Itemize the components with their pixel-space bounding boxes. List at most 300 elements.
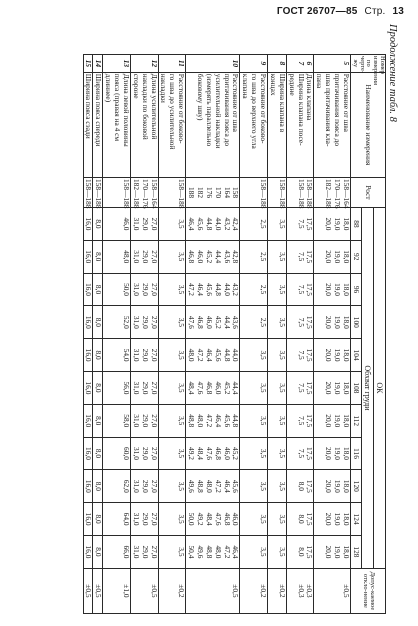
measurement-value-line: 29,0 [140, 348, 150, 362]
measurement-value-line: 27,0 [149, 348, 159, 362]
measurement-value [240, 404, 268, 437]
girth-size-header: 116 [350, 437, 361, 470]
measurement-value-line: 48,0 [121, 250, 131, 264]
measurement-value-line: 29,0 [140, 250, 150, 264]
tolerance-value-line: ±0,5 [231, 584, 241, 598]
measurement-value [240, 273, 268, 306]
measurement-value [186, 536, 240, 569]
measurement-value-line: 46,4 [195, 283, 205, 296]
measurement-name-line: Ширина пояса сзади [84, 73, 94, 139]
measurement-value-line: 50,0 [187, 512, 197, 526]
measurement-value-line: 18,0 [341, 217, 351, 231]
measurement-value-line: 27,0 [149, 545, 159, 559]
tolerance-value [103, 568, 131, 613]
measurements-table [83, 54, 386, 614]
measurement-value [314, 372, 351, 405]
measurement-name [268, 72, 287, 177]
measurement-value-line: 46,0 [204, 315, 214, 329]
measurement-name-line: притачивания пояса до [333, 73, 343, 147]
measurement-value [186, 437, 240, 470]
measurement-value-line: 29,0 [140, 447, 150, 460]
measurement-value [83, 273, 93, 306]
measurement-value-line: 29,0 [140, 545, 150, 559]
growth-range-line: 182—188 [324, 178, 334, 209]
measurement-value [93, 404, 103, 437]
measurement-value-line: 20,0 [324, 447, 334, 460]
measurement-value-line: 49,2 [195, 512, 205, 526]
growth-range-line: 170 [213, 186, 223, 199]
measurement-value-line: 19,0 [333, 217, 343, 231]
page-number: 13 [392, 6, 404, 17]
measurement-value-line: 20,0 [324, 545, 334, 559]
measurement-name-line: Расстояние от шва [231, 73, 241, 132]
measurement-value [83, 536, 93, 569]
measurement-value-line: 48,8 [195, 479, 205, 493]
measurement-value [83, 437, 93, 470]
measurement-value-line: 20,0 [324, 512, 334, 526]
measurement-number: 11 [158, 55, 186, 73]
measurement-value-line: 44,8 [213, 283, 223, 296]
measurement-value-line: 16,0 [84, 283, 94, 296]
measurement-value [286, 273, 314, 306]
measurement-value-line: 17,5 [305, 479, 315, 493]
measurement-value [240, 208, 268, 241]
measurement-value-line: 3,5 [277, 416, 287, 426]
measurement-value-line: 18,0 [341, 512, 351, 526]
measurement-value-line: 47,2 [204, 414, 214, 428]
measurement-value-line: 3,5 [277, 547, 287, 557]
measurement-value-line: 42,4 [231, 217, 241, 231]
measurement-value-line: 44,8 [222, 348, 232, 362]
measurement-value-line: 48,0 [204, 479, 214, 493]
measurement-value [286, 470, 314, 503]
measurement-value-line: 29,0 [140, 217, 150, 231]
header-tolerance: Допус-каемое откло-нение [350, 568, 385, 613]
measurement-value-line: 46,4 [187, 217, 197, 231]
measurement-value-line: 16,0 [84, 447, 94, 460]
measurement-value-line: 47,2 [195, 348, 205, 362]
measurement-value [103, 240, 131, 273]
measurement-value-line: 44,8 [231, 414, 241, 428]
page-label: Стр. [364, 6, 386, 17]
measurement-value [286, 536, 314, 569]
measurement-value [240, 437, 268, 470]
measurement-number: 12 [130, 55, 158, 73]
measurement-value [130, 273, 158, 306]
measurement-value [83, 306, 93, 339]
measurement-value-line: 49,6 [187, 479, 197, 493]
measurement-value [186, 273, 240, 306]
measurement-value [314, 470, 351, 503]
measurement-value [186, 404, 240, 437]
measurement-value-line: 46,0 [222, 447, 232, 460]
measurement-name-line: редине [287, 73, 297, 96]
measurement-value-line: 48,4 [187, 381, 197, 395]
table-header [350, 55, 385, 614]
measurement-value-line: 20,0 [324, 348, 334, 362]
measurement-name [158, 72, 186, 177]
measurement-value-line: 29,0 [140, 381, 150, 395]
measurement-value-line: 20,0 [324, 250, 334, 264]
measurement-value-line: 3,5 [177, 448, 187, 459]
measurement-value-line: 46,4 [213, 414, 223, 428]
growth-range [286, 177, 314, 207]
table-row [268, 55, 287, 614]
tolerance-value [130, 568, 158, 613]
growth-range [83, 177, 93, 207]
measurement-value-line: 3,5 [277, 284, 287, 295]
measurement-value [186, 470, 240, 503]
girth-size-header: 104 [350, 339, 361, 372]
measurement-value-line: 31,0 [131, 414, 141, 428]
measurement-value-line: 8,0 [94, 448, 104, 459]
measurement-value-line: 18,0 [341, 250, 351, 264]
tolerance-value-line: ±0,5 [149, 584, 159, 598]
growth-range-line: 176 [204, 186, 214, 199]
measurement-value [130, 372, 158, 405]
measurement-value-line: 45,6 [213, 348, 223, 362]
measurement-value-line: 8,0 [94, 350, 104, 360]
measurement-value-line: 18,0 [341, 348, 351, 362]
measurement-value-line: 3,5 [259, 547, 269, 557]
table-continuation-title: Продолжение табл. 8 [387, 24, 398, 122]
measurement-value-line: 45,6 [222, 414, 232, 428]
measurement-value-line: 20,0 [324, 381, 334, 395]
header-girth: Обхват груди [362, 208, 374, 569]
girth-size-header: 124 [350, 503, 361, 536]
measurement-value-line: 47,6 [213, 512, 223, 526]
measurement-value [268, 306, 287, 339]
measurement-value-line: 48,4 [195, 447, 205, 460]
measurement-value [93, 503, 103, 536]
measurement-value [83, 470, 93, 503]
measurement-value-line: 46,0 [121, 217, 131, 231]
measurement-value-line: 7,5 [296, 284, 306, 295]
measurement-value-line: 20,0 [324, 283, 334, 296]
measurement-value-line: 31,0 [131, 479, 141, 493]
growth-range-line: 158—164 [149, 178, 159, 209]
measurement-value-line: 3,5 [259, 514, 269, 524]
measurement-value-line: 46,0 [231, 512, 241, 526]
measurement-name-line: длиннее) [104, 73, 114, 103]
tolerance-value [93, 568, 103, 613]
measurement-value [240, 306, 268, 339]
measurement-value-line: 17,5 [305, 381, 315, 395]
measurement-value [268, 437, 287, 470]
measurement-value-line: 16,0 [84, 414, 94, 428]
measurement-value-line: 19,0 [333, 545, 343, 559]
measurement-value-line: 44,4 [222, 315, 232, 329]
measurement-value-line: 43,6 [222, 250, 232, 264]
measurement-name [103, 72, 131, 177]
measurement-value-line: 43,2 [222, 217, 232, 231]
measurement-value-line: 19,0 [333, 283, 343, 296]
measurement-value-line: 16,0 [84, 381, 94, 395]
table-row [240, 55, 268, 614]
measurement-value-line: 48,8 [204, 545, 214, 559]
measurement-value-line: 56,0 [121, 381, 131, 395]
measurement-number: 10 [186, 55, 240, 73]
measurement-value [130, 470, 158, 503]
measurement-value-line: 48,4 [204, 512, 214, 526]
measurement-value-line: 8,0 [94, 416, 104, 426]
measurement-value-line: 7,5 [296, 350, 306, 360]
measurement-value-line: 3,5 [259, 416, 269, 426]
measurement-name-line: Ширина пояса спереди [94, 73, 104, 147]
measurement-value-line: 3,5 [277, 219, 287, 229]
measurement-value-line: 16,0 [84, 512, 94, 526]
measurement-value [158, 339, 186, 372]
measurement-value-line: 19,0 [333, 447, 343, 460]
measurement-value-line: 3,5 [177, 416, 187, 426]
measurement-value-line: 3,5 [259, 448, 269, 459]
measurement-value-line: 52,0 [121, 315, 131, 329]
measurement-value-line: 2,5 [259, 252, 269, 262]
measurement-name-line: накладки [159, 73, 169, 103]
header-ok: ОК [374, 208, 386, 569]
measurement-value-line: 20,0 [324, 217, 334, 231]
table-row [103, 55, 131, 614]
measurement-name-line: Длина усилительной [149, 73, 159, 140]
measurement-number: 9 [240, 55, 268, 73]
measurement-value-line: 19,0 [333, 479, 343, 493]
measurement-value [314, 503, 351, 536]
measurement-value [158, 273, 186, 306]
tolerance-value-line: ±1,0 [121, 584, 131, 598]
measurement-value [314, 404, 351, 437]
tolerance-value-line: ±0,2 [259, 584, 269, 598]
measurement-value-line: 17,5 [305, 250, 315, 264]
measurement-name-line: Расстояние от боково- [177, 73, 187, 144]
measurement-value-line: 60,0 [121, 447, 131, 460]
measurement-value-line: 45,2 [204, 250, 214, 264]
measurement-value-line: 45,2 [222, 381, 232, 395]
measurement-value-line: 18,0 [341, 479, 351, 493]
girth-size-header: 112 [350, 404, 361, 437]
measurement-value-line: 3,5 [177, 481, 187, 491]
measurement-value-line: 8,0 [94, 252, 104, 262]
measurement-name-line: (измерять параллельно [204, 73, 214, 147]
measurement-value [83, 372, 93, 405]
measurement-value [83, 503, 93, 536]
document-code: ГОСТ 26707—85 [276, 6, 358, 17]
growth-range [240, 177, 268, 207]
growth-range-line: 158—188 [296, 178, 306, 209]
measurement-name [314, 72, 351, 177]
measurement-value-line: 46,8 [222, 512, 232, 526]
measurement-value-line: 3,5 [259, 350, 269, 360]
measurement-value-line: 47,6 [204, 447, 214, 460]
tolerance-value-line: ±0,5 [84, 584, 94, 598]
measurement-name-line: стороне [131, 73, 141, 99]
measurement-value-line: 3,5 [277, 448, 287, 459]
measurement-value-line: 46,4 [231, 545, 241, 559]
measurement-value [93, 437, 103, 470]
growth-range-line: 182—188 [131, 178, 141, 209]
growth-range-line: 164 [222, 186, 232, 199]
measurement-value [240, 536, 268, 569]
measurement-value [93, 372, 103, 405]
header-number: Номер измерения по черте-жу [351, 56, 386, 86]
measurement-name-line: клапана [241, 73, 251, 99]
measurement-value-line: 17,5 [305, 217, 315, 231]
measurement-value [268, 470, 287, 503]
measurement-name-line: го шва до верхнего угла [250, 73, 260, 149]
girth-size-header: 120 [350, 470, 361, 503]
measurement-value-line: 31,0 [131, 217, 141, 231]
measurement-value [286, 306, 314, 339]
measurement-value-line: 19,0 [333, 348, 343, 362]
measurement-value [268, 372, 287, 405]
measurement-value-line: 54,0 [121, 348, 131, 362]
measurement-name-line: накладки по боковой [140, 73, 150, 140]
measurement-value [240, 339, 268, 372]
measurement-value [83, 339, 93, 372]
measurement-value-line: 8,0 [94, 481, 104, 491]
measurement-value [130, 339, 158, 372]
measurement-value-line: 46,4 [204, 348, 214, 362]
measurement-value-line: 3,5 [177, 350, 187, 360]
growth-range-line: 158—188 [259, 178, 269, 209]
measurement-value [240, 372, 268, 405]
measurement-value-line: 50,4 [187, 545, 197, 559]
measurement-value [240, 470, 268, 503]
measurement-value-line: 27,0 [149, 447, 159, 460]
measurement-value-line: 44,4 [231, 381, 241, 395]
measurement-value-line: 7,5 [296, 252, 306, 262]
measurement-value-line: 8,0 [94, 219, 104, 229]
growth-range-line: 182 [195, 186, 205, 199]
measurement-value [240, 503, 268, 536]
measurement-value [314, 273, 351, 306]
measurement-value-line: 3,5 [259, 383, 269, 393]
measurement-name-line: Длина левой половины [121, 73, 131, 147]
measurement-name [93, 72, 103, 177]
measurement-value-line: 29,0 [140, 479, 150, 493]
measurement-value-line: 17,5 [305, 315, 315, 329]
measurement-value-line: 17,5 [305, 447, 315, 460]
measurement-value-line: 8,0 [296, 481, 306, 491]
measurement-value-line: 8,0 [296, 547, 306, 557]
measurement-value [268, 503, 287, 536]
measurement-value [130, 404, 158, 437]
measurement-value-line: 48,0 [213, 545, 223, 559]
measurement-name-line: пояса (правая на 4 см [113, 73, 123, 142]
measurement-value-line: 44,0 [213, 217, 223, 231]
measurement-value-line: 29,0 [140, 315, 150, 329]
measurement-value [158, 240, 186, 273]
measurement-value-line: 3,5 [177, 514, 187, 524]
measurement-value-line: 17,5 [305, 414, 315, 428]
measurement-value-line: 27,0 [149, 479, 159, 493]
measurement-value-line: 17,5 [305, 283, 315, 296]
measurement-value-line: 18,0 [341, 283, 351, 296]
measurement-value-line: 3,5 [277, 252, 287, 262]
measurement-value-line: 18,0 [341, 414, 351, 428]
measurement-name-line: Ширина клапана посе- [296, 73, 306, 146]
measurement-value-line: 3,5 [277, 383, 287, 393]
tolerance-value [314, 568, 351, 613]
measurement-number: 15 [83, 55, 93, 73]
measurement-value [286, 208, 314, 241]
measurement-value-line: 31,0 [131, 381, 141, 395]
measurement-value [103, 470, 131, 503]
measurement-value [158, 306, 186, 339]
measurement-value-line: 16,0 [84, 545, 94, 559]
measurement-value [314, 240, 351, 273]
measurement-value-line: 31,0 [131, 447, 141, 460]
measurement-value-line: 3,5 [177, 252, 187, 262]
measurement-value-line: 27,0 [149, 283, 159, 296]
measurement-value-line: 3,5 [177, 547, 187, 557]
measurement-value-line: 7,5 [296, 383, 306, 393]
measurement-value-line: 8,0 [94, 547, 104, 557]
measurement-value-line: 8,0 [94, 317, 104, 327]
measurement-value [93, 273, 103, 306]
measurement-value-line: 3,5 [177, 383, 187, 393]
measurement-value [286, 404, 314, 437]
measurement-value [158, 437, 186, 470]
measurement-value-line: 16,0 [84, 348, 94, 362]
measurement-value [186, 372, 240, 405]
measurement-value [268, 273, 287, 306]
measurement-name-line: боковому шву) [195, 73, 205, 121]
measurement-value [314, 437, 351, 470]
table-row [286, 55, 314, 614]
measurement-value-line: 48,0 [187, 348, 197, 362]
measurement-value-line: 43,2 [231, 283, 241, 296]
growth-range [130, 177, 158, 207]
measurement-value [158, 470, 186, 503]
measurement-value-line: 19,0 [333, 512, 343, 526]
measurement-value [103, 503, 131, 536]
measurement-value-line: 3,5 [177, 317, 187, 327]
measurement-value-line: 19,0 [333, 414, 343, 428]
measurement-number: 6 7 [286, 55, 314, 73]
measurement-value [186, 339, 240, 372]
measurement-value-line: 3,5 [277, 481, 287, 491]
tolerance-value [83, 568, 93, 613]
measurement-value [286, 372, 314, 405]
measurement-value-line: 46,8 [195, 315, 205, 329]
measurement-value [186, 503, 240, 536]
measurement-value-line: 8,0 [94, 284, 104, 295]
tolerance-value [268, 568, 287, 613]
measurement-value-line: 46,0 [195, 250, 205, 264]
measurement-value-line: 8,0 [296, 514, 306, 524]
measurement-name-line: концах [268, 73, 278, 96]
tolerance-value-line: ±0,3 [305, 584, 315, 598]
measurement-value-line: 45,6 [204, 283, 214, 296]
measurement-value-line: 8,0 [94, 383, 104, 393]
measurement-value [93, 339, 103, 372]
growth-range-line: 170—176 [140, 178, 150, 209]
measurement-value [186, 208, 240, 241]
growth-range-line: 158—188 [177, 178, 187, 209]
measurement-value-line: 47,2 [187, 283, 197, 296]
table-row [158, 55, 186, 614]
measurement-value-line: 27,0 [149, 512, 159, 526]
header-name: Наименование измерения [350, 72, 385, 177]
growth-range [186, 177, 240, 207]
measurement-value-line: 50,0 [121, 283, 131, 296]
measurement-value [186, 240, 240, 273]
measurement-value-line: 46,0 [213, 381, 223, 395]
measurement-value-line: 44,8 [204, 217, 214, 231]
measurement-value [314, 536, 351, 569]
measurement-value-line: 47,6 [195, 381, 205, 395]
measurement-value-line: 49,2 [187, 447, 197, 460]
